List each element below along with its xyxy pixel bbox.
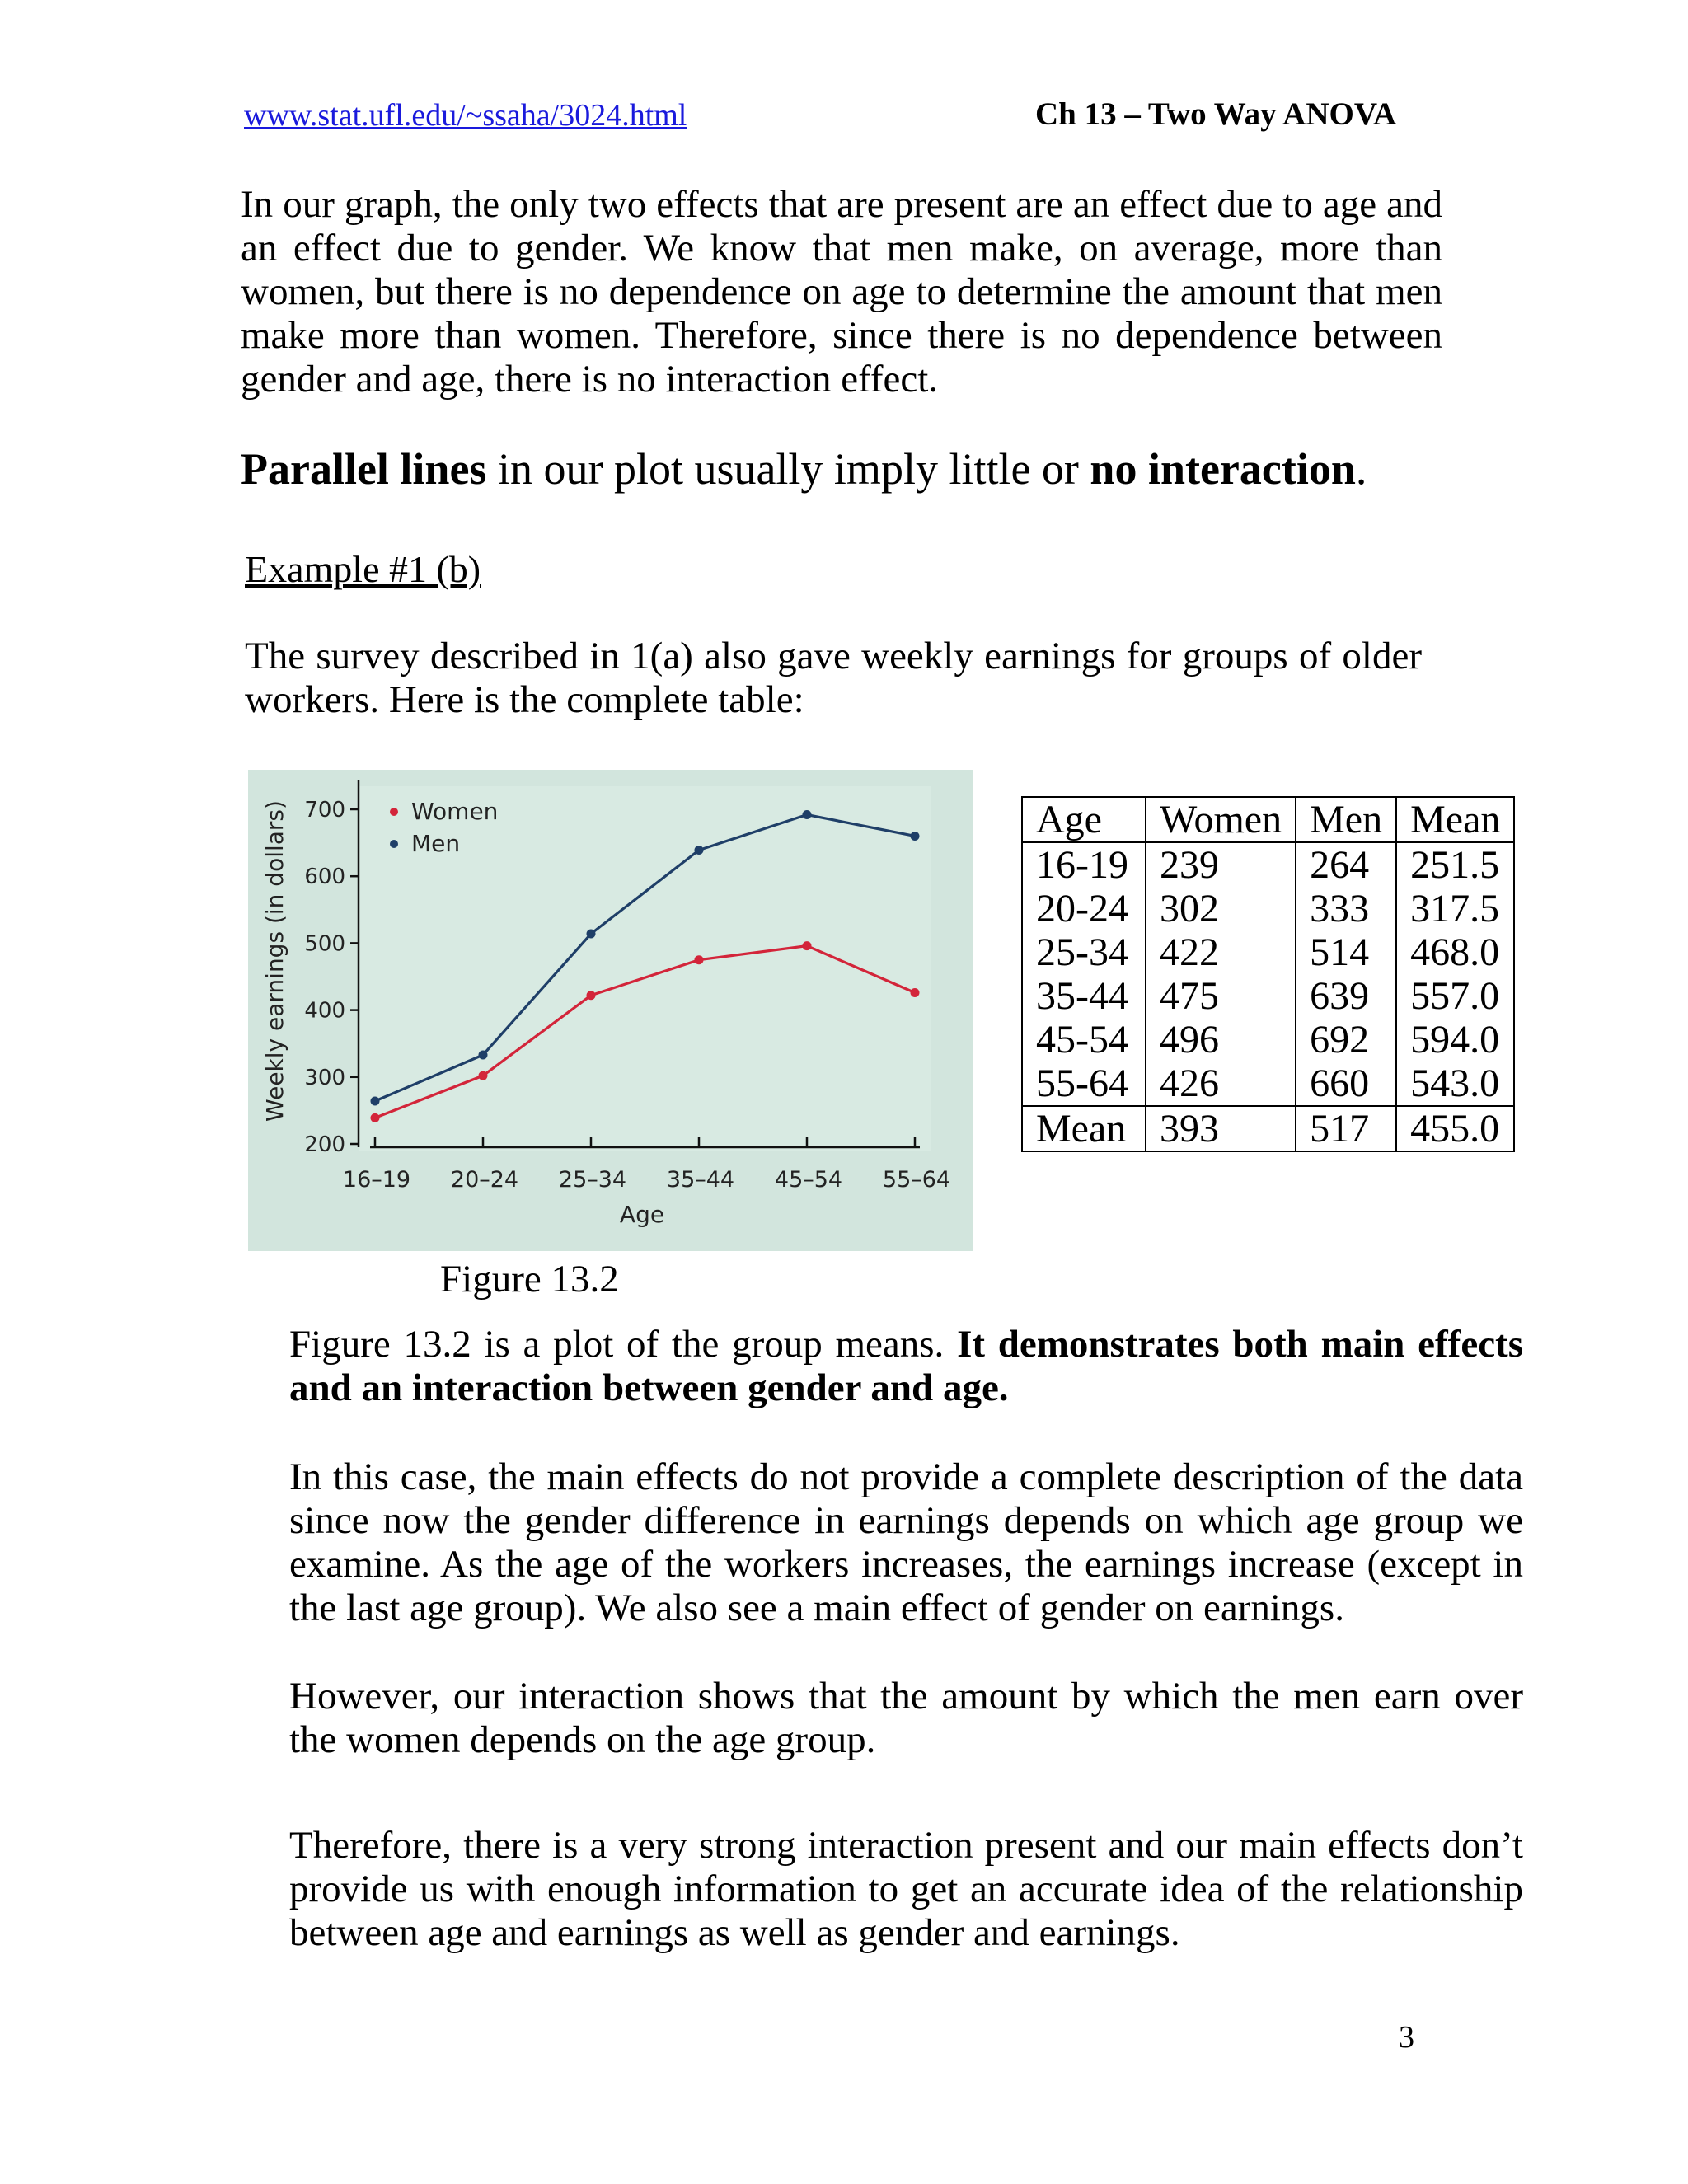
- data-point-men: [479, 1051, 488, 1060]
- table-cell: 455.0: [1396, 1106, 1514, 1151]
- table-cell: 45-54: [1022, 1018, 1146, 1062]
- table-cell: 426: [1146, 1062, 1296, 1106]
- table-cell: 468.0: [1396, 930, 1514, 974]
- table-row: [1022, 842, 1514, 887]
- intro-paragraph: In our graph, the only two effects that are present are an effect due to age and an effect due to gender. We know that men make, on average, more than women, but there is no dependence on age to determine the amount that men make more than women. Therefore, since there is no dependence between gender and age, there is no interaction effect.: [241, 183, 1442, 401]
- table-cell: 251.5: [1396, 842, 1514, 887]
- table-footer-row: [1022, 1106, 1514, 1151]
- table-cell: 514: [1296, 930, 1396, 974]
- x-axis-label: Age: [619, 1201, 665, 1228]
- table-cell: 475: [1146, 974, 1296, 1018]
- table-cell: 393: [1146, 1106, 1296, 1151]
- page-number: 3: [1399, 2020, 1414, 2055]
- x-tick-label: 55–64: [882, 1167, 951, 1193]
- table-row: [1022, 887, 1514, 930]
- figure-paragraph: [289, 1323, 1523, 1410]
- data-point-men: [695, 846, 704, 855]
- table-header-cell: Men: [1296, 797, 1396, 842]
- y-tick-label: 500: [304, 931, 345, 957]
- table-row: [1022, 930, 1514, 974]
- table-row: [1022, 974, 1514, 1018]
- y-tick-label: 700: [304, 798, 345, 823]
- example-heading: Example #1 (b): [245, 548, 481, 590]
- data-point-women: [695, 955, 704, 964]
- legend-label: Women: [411, 798, 499, 825]
- earnings-chart: [248, 770, 973, 1251]
- data-point-men: [371, 1097, 380, 1106]
- table-cell: 25-34: [1022, 930, 1146, 974]
- x-tick-label: 25–34: [558, 1167, 627, 1193]
- table-header-cell: Women: [1146, 797, 1296, 842]
- table-cell: 496: [1146, 1018, 1296, 1062]
- table-cell: 517: [1296, 1106, 1396, 1151]
- y-tick-label: 200: [304, 1132, 345, 1157]
- table-row: [1022, 1018, 1514, 1062]
- however-paragraph: However, our interaction shows that the amount by which the men earn over the women depends on the age group.: [289, 1675, 1523, 1761]
- table-cell: 692: [1296, 1018, 1396, 1062]
- therefore-paragraph: Therefore, there is a very strong interaction present and our main effects don’t provide us with enough information to get an accurate idea of the relationship between age and earnings as well as gender and earnings.: [289, 1824, 1523, 1954]
- table-row: [1022, 1062, 1514, 1106]
- survey-paragraph: The survey described in 1(a) also gave weekly earnings for groups of older workers. Here is the complete table:: [245, 635, 1422, 721]
- case-paragraph: In this case, the main effects do not provide a complete description of the data since now the gender difference in earnings depends on which age group we examine. As the age of the workers increases, the earnings increase (except in the last age group). We also see a main effect of gender on earnings.: [289, 1455, 1523, 1629]
- table-cell: 557.0: [1396, 974, 1514, 1018]
- data-point-men: [587, 930, 596, 939]
- table-cell: 660: [1296, 1062, 1396, 1106]
- table-cell: 55-64: [1022, 1062, 1146, 1106]
- table-cell: 317.5: [1396, 887, 1514, 930]
- y-tick-label: 400: [304, 998, 345, 1024]
- table-header-cell: Mean: [1396, 797, 1514, 842]
- data-point-women: [911, 988, 920, 997]
- x-tick-label: 16–19: [342, 1167, 411, 1193]
- table-cell: 594.0: [1396, 1018, 1514, 1062]
- table-header-cell: Age: [1022, 797, 1146, 842]
- header-link[interactable]: www.stat.ufl.edu/~ssaha/3024.html: [244, 98, 687, 133]
- table-cell: 302: [1146, 887, 1296, 930]
- table-cell: 239: [1146, 842, 1296, 887]
- table-cell: 20-24: [1022, 887, 1146, 930]
- data-point-men: [911, 832, 920, 841]
- figure-paragraph-text: Figure 13.2 is a plot of the group means.: [289, 1323, 958, 1366]
- legend-marker: [390, 808, 398, 816]
- y-axis-label: Weekly earnings (in dollars): [261, 800, 288, 1122]
- table-cell: 16-19: [1022, 842, 1146, 887]
- parallel-lines-statement: [241, 443, 1367, 494]
- y-tick-label: 600: [304, 865, 345, 890]
- x-tick-label: 20–24: [450, 1167, 519, 1193]
- data-point-women: [803, 941, 812, 950]
- parallel-lines-end: .: [1355, 444, 1367, 494]
- y-tick-label: 300: [304, 1065, 345, 1090]
- figure-paragraph-bold: It demonstrates both main effects and an interaction between gender and age.: [289, 1323, 1523, 1409]
- table-cell: 639: [1296, 974, 1396, 1018]
- parallel-lines-mid: in our plot usually imply little or: [486, 444, 1090, 494]
- table-cell: 543.0: [1396, 1062, 1514, 1106]
- table-header-row: [1022, 797, 1514, 842]
- table-cell: 35-44: [1022, 974, 1146, 1018]
- figure-caption: Figure 13.2: [440, 1258, 619, 1301]
- data-point-women: [371, 1113, 380, 1122]
- table-cell: 422: [1146, 930, 1296, 974]
- chapter-title: Ch 13 – Two Way ANOVA: [1035, 96, 1397, 132]
- x-tick-label: 35–44: [666, 1167, 735, 1193]
- earnings-table: [1021, 796, 1515, 1152]
- chart-svg: [248, 770, 973, 1251]
- x-tick-label: 45–54: [774, 1167, 843, 1193]
- table-cell: 333: [1296, 887, 1396, 930]
- legend-label: Men: [411, 830, 461, 857]
- data-point-women: [587, 991, 596, 1000]
- data-point-men: [803, 810, 812, 819]
- legend-marker: [390, 840, 398, 848]
- table-cell: Mean: [1022, 1106, 1146, 1151]
- table-cell: 264: [1296, 842, 1396, 887]
- parallel-lines-bold: Parallel lines: [241, 444, 487, 494]
- no-interaction-bold: no interaction: [1090, 444, 1356, 494]
- data-point-women: [479, 1071, 488, 1080]
